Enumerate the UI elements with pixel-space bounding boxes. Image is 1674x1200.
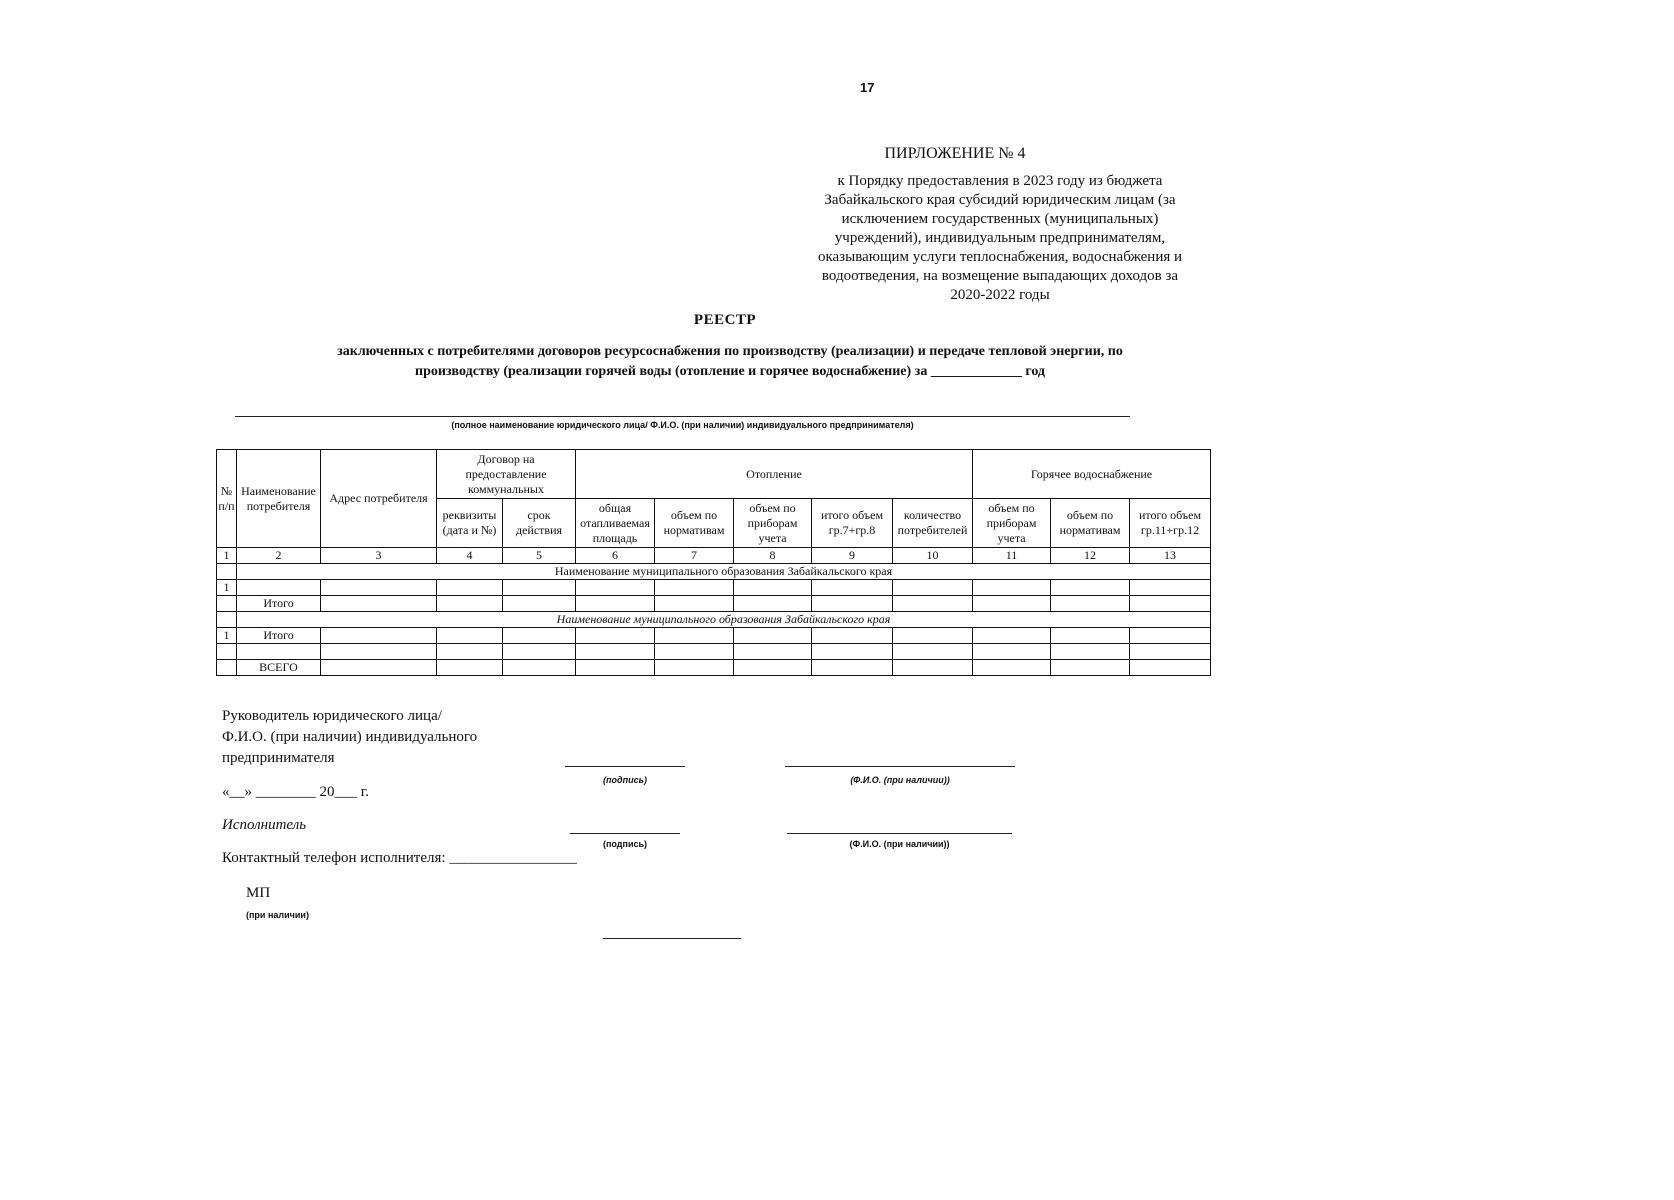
table-row-grand-total (217, 660, 1211, 676)
header-heating: Отопление (576, 450, 973, 499)
head-line-1: Руководитель юридического лица/ (222, 708, 442, 724)
subtotal-label: Итого (237, 596, 321, 612)
head-name-line (785, 765, 1015, 767)
col-number: 5 (503, 548, 576, 564)
head-signature-line (565, 765, 685, 767)
registry-table (216, 449, 1211, 676)
head-name-caption: (Ф.И.О. (при наличии)) (850, 775, 950, 785)
entity-caption: (полное наименование юридического лица/ Ф.И.О. (при наличии) индивидуального предпринимателя) (451, 420, 914, 430)
col-number: 11 (973, 548, 1051, 564)
appendix-text: к Порядку предоставления в 2023 году из бюджета Забайкальского края субсидий юридическим лицам (за исключением государственных (муниципальных) учреждений), индивидуальным предпринимателям, оказывающим услуги теплоснабжения, водоснабжения и водоотведения, на возмещение выпадающих доходов за 2020-2022 годы (817, 173, 1183, 303)
header-area: общая отапливаемая площадь (576, 499, 655, 548)
col-number: 13 (1130, 548, 1211, 564)
column-numbers-row (217, 548, 1211, 564)
subtitle-line-1: заключенных с потребителями договоров ресурсоснабжения по производству (реализации) и передаче тепловой энергии, по (337, 344, 1123, 359)
header-row-1 (217, 450, 1211, 499)
subtotal-label: Итого (237, 628, 321, 644)
header-hot-water: Горячее водоснабжение (973, 450, 1211, 499)
date-line: «__» ________ 20___ г. (222, 784, 369, 800)
executor-signature-caption: (подпись) (602, 839, 648, 849)
header-contract: Договор на предоставление коммунальных (437, 450, 576, 499)
header-volume-meter: объем по приборам учета (734, 499, 812, 548)
header-total-7-8: итого объем гр.7+гр.8 (812, 499, 893, 548)
section-row-1 (217, 564, 1211, 580)
col-number: 9 (812, 548, 893, 564)
executor-label: Исполнитель (222, 817, 307, 833)
head-signature-block (222, 706, 477, 769)
head-line-2: Ф.И.О. (при наличии) индивидуального (222, 729, 478, 745)
table-row (217, 580, 1211, 596)
header-num: № п/п (217, 450, 237, 548)
executor-signature-line (570, 832, 680, 834)
col-number: 2 (237, 548, 321, 564)
table-row-subtotal (217, 596, 1211, 612)
col-number: 12 (1051, 548, 1130, 564)
table-row (217, 644, 1211, 660)
document-subtitle (260, 342, 1200, 382)
header-hw-norm: объем по нормативам (1051, 499, 1130, 548)
head-line-3: предпринимателя (222, 750, 335, 766)
header-volume-norm: объем по нормативам (655, 499, 734, 548)
grand-total-label: ВСЕГО (237, 660, 321, 676)
header-consumer-name: Наименование потребителя (237, 450, 321, 548)
executor-phone: Контактный телефон исполнителя: _________________ (222, 850, 577, 866)
entity-name-line (235, 415, 1130, 417)
executor-name-caption: (Ф.И.О. (при наличии)) (849, 839, 950, 849)
col-number: 3 (321, 548, 437, 564)
header-address: Адрес потребителя (321, 450, 437, 548)
table-row-subtotal (217, 628, 1211, 644)
header-requisites: реквизиты (дата и №) (437, 499, 503, 548)
row-number: 1 (217, 628, 237, 644)
head-signature-caption: (подпись) (603, 775, 647, 785)
row-number: 1 (217, 580, 237, 596)
section-title-2: Наименование муниципального образования Забайкальского края (237, 612, 1211, 628)
section-row-2 (217, 612, 1211, 628)
header-consumers: количество потребителей (893, 499, 973, 548)
col-number: 10 (893, 548, 973, 564)
subtitle-line-2: производству (реализации горячей воды (отопление и горячее водоснабжение) за _____________ год (415, 364, 1045, 379)
bottom-line (603, 937, 741, 939)
col-number: 8 (734, 548, 812, 564)
col-number: 1 (217, 548, 237, 564)
appendix-title: ПИРЛОЖЕНИЕ № 4 (884, 145, 1026, 162)
col-number: 4 (437, 548, 503, 564)
stamp-note: (при наличии) (246, 910, 309, 920)
page-number: 17 (860, 80, 875, 95)
executor-name-line (787, 832, 1012, 834)
header-term: срок действия (503, 499, 576, 548)
col-number: 6 (576, 548, 655, 564)
section-title-1: Наименование муниципального образования Забайкальского края (237, 564, 1211, 580)
col-number: 7 (655, 548, 734, 564)
header-hw-meter: объем по приборам учета (973, 499, 1051, 548)
stamp-label: МП (246, 885, 271, 901)
document-title: РЕЕСТР (693, 312, 757, 328)
header-hw-total: итого объем гр.11+гр.12 (1130, 499, 1211, 548)
